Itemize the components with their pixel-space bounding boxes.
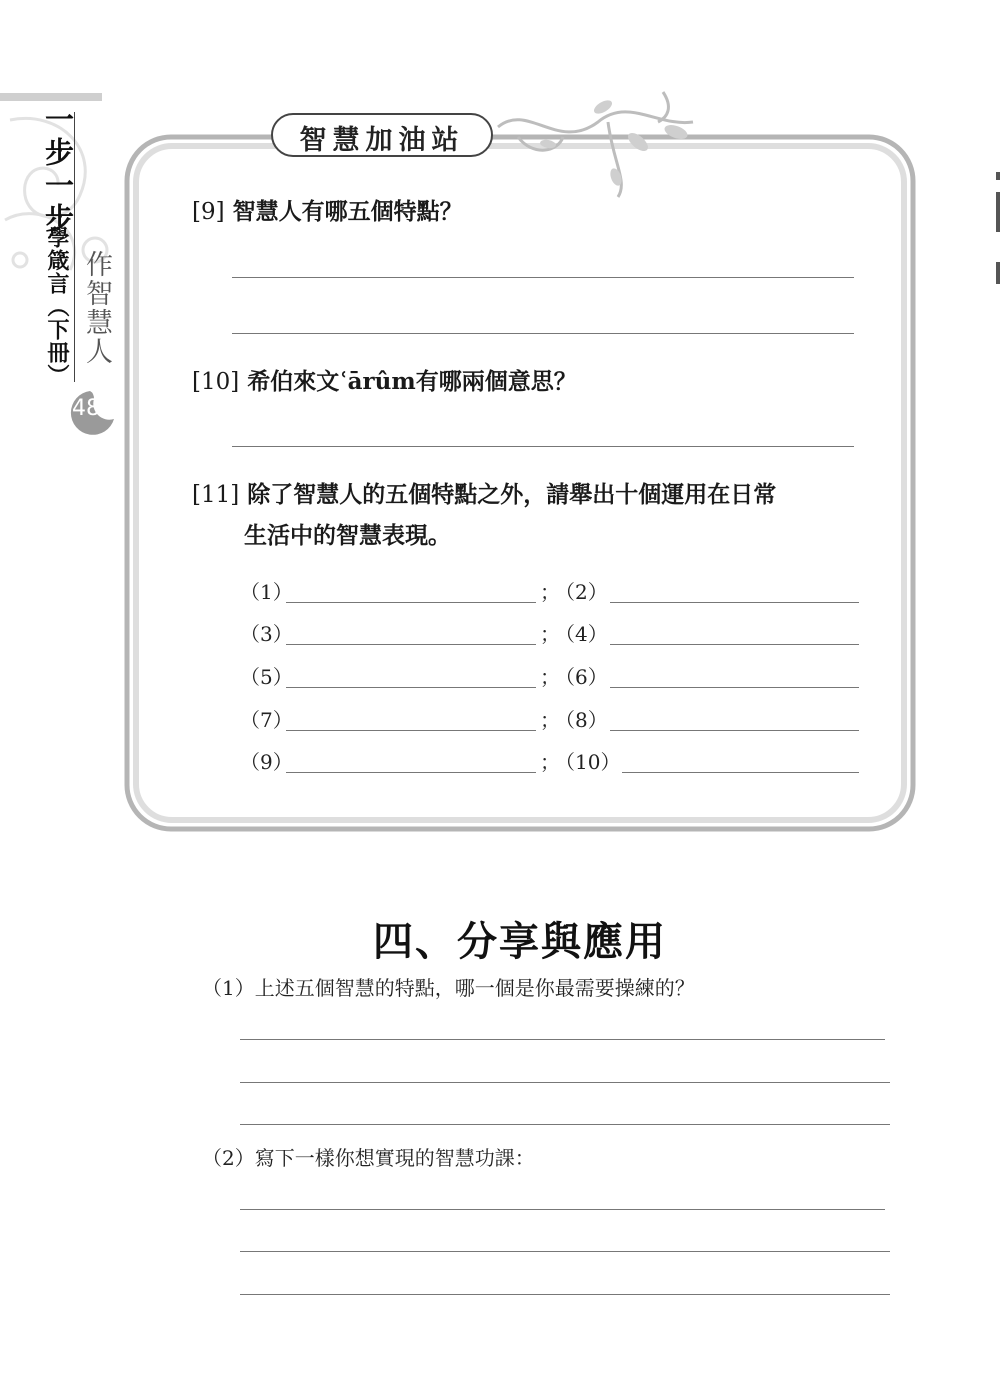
- blank-line[interactable]: [610, 730, 859, 731]
- book-subtitle: 學箴言（下冊）: [44, 226, 70, 387]
- answer-line[interactable]: [240, 1039, 885, 1040]
- blank-line[interactable]: [286, 602, 536, 603]
- answer-line[interactable]: [240, 1209, 885, 1210]
- blank-label: （3）: [240, 622, 293, 646]
- answer-line[interactable]: [240, 1251, 890, 1252]
- edge-mark: [996, 192, 1000, 232]
- answer-line[interactable]: [232, 333, 854, 334]
- separator: ；: [540, 750, 560, 774]
- question-text: 除了智慧人的五個特點之外，請舉出十個運用在日常: [247, 481, 777, 508]
- question-text: 智慧人有哪五個特點？: [232, 198, 463, 225]
- edge-mark: [996, 262, 1000, 284]
- box-tab-label: 智慧加油站: [299, 125, 465, 156]
- blank-line[interactable]: [286, 772, 536, 773]
- page-number: 48: [72, 396, 100, 421]
- separator: ；: [540, 622, 560, 646]
- separator: ；: [540, 580, 560, 604]
- blank-line[interactable]: [286, 644, 536, 645]
- question-number: [9]: [192, 199, 225, 225]
- blank-label: （9）: [240, 750, 293, 774]
- blank-label: （8）: [555, 708, 608, 732]
- blank-label: （1）: [240, 580, 293, 604]
- answer-line[interactable]: [240, 1082, 890, 1083]
- sharing-question-2: （2）寫下一樣你想實現的智慧功課：: [202, 1146, 535, 1170]
- question-number: [11]: [192, 482, 240, 508]
- blank-line[interactable]: [286, 730, 536, 731]
- blank-line[interactable]: [610, 602, 859, 603]
- blank-row: [240, 618, 865, 648]
- edge-mark: [996, 172, 1000, 180]
- chapter-title: 作智慧人: [81, 250, 112, 366]
- section-title: 四、分享與應用: [373, 918, 667, 965]
- answer-line[interactable]: [240, 1124, 890, 1125]
- sharing-question-1: （1）上述五個智慧的特點，哪一個是你最需要操練的？: [202, 976, 695, 1000]
- blank-label: （4）: [555, 622, 608, 646]
- question-11-continued: 生活中的智慧表現。: [244, 522, 451, 549]
- blank-line[interactable]: [622, 772, 859, 773]
- book-title: 一步一步: [41, 104, 75, 236]
- blank-label: （10）: [555, 750, 621, 774]
- question-number: [10]: [192, 369, 240, 395]
- question-10: [192, 362, 577, 402]
- blank-line[interactable]: [610, 687, 859, 688]
- blank-label: （6）: [555, 665, 608, 689]
- separator: ；: [540, 708, 560, 732]
- blank-label: （7）: [240, 708, 293, 732]
- question-11: [192, 475, 776, 515]
- answer-line[interactable]: [232, 446, 854, 447]
- answer-line[interactable]: [240, 1294, 890, 1295]
- question-9: [192, 192, 463, 232]
- blank-label: （5）: [240, 665, 293, 689]
- vine-ornament: [488, 82, 708, 202]
- question-text: 希伯來文ʿārûm有哪兩個意思？: [247, 368, 577, 395]
- blank-line[interactable]: [286, 687, 536, 688]
- blank-label: （2）: [555, 580, 608, 604]
- separator: ；: [540, 665, 560, 689]
- blank-row: [240, 661, 865, 691]
- blank-row: [240, 576, 865, 606]
- blank-row: [240, 746, 865, 776]
- blank-row: [240, 704, 865, 734]
- blank-line[interactable]: [610, 644, 859, 645]
- answer-line[interactable]: [232, 277, 854, 278]
